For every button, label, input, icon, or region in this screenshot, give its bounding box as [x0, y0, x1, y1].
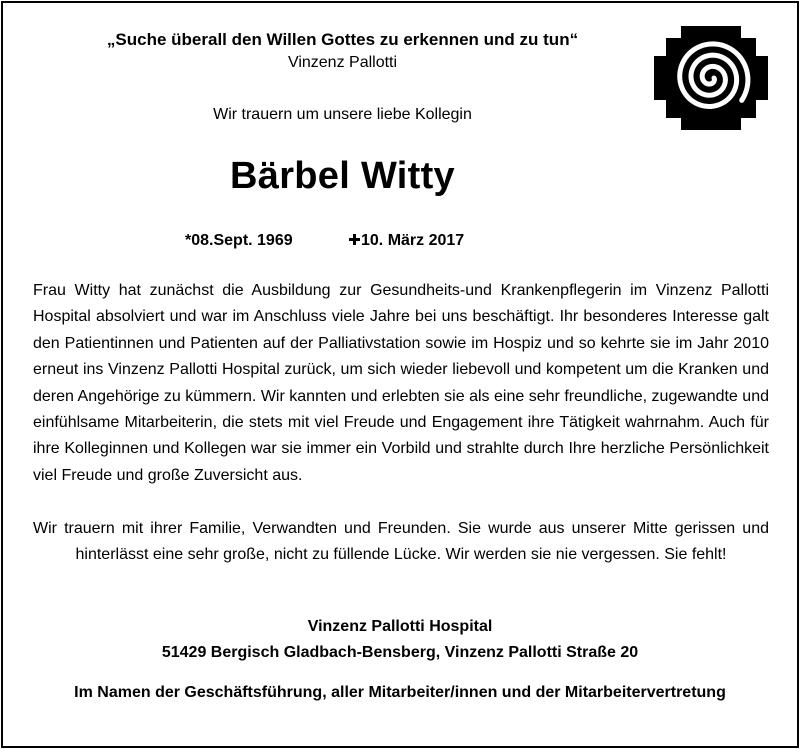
- pallotti-cross-spiral-icon: [654, 26, 768, 130]
- body-paragraph-1: Frau Witty hat zunächst die Ausbildung zur Gesundheits-und Krankenpflegerin im Vinzenz Pallotti Hospital absolviert und war im Anschluss viele Jahre bei uns beschäftigt. Ihr besonderes Interesse galt den Patientinnen und Patienten auf der Palliativstation sowie im Hospiz und so kehrte sie im Jahr 2010 erneut ins Vinzenz Pallotti Hospital zurück, um sich wieder liebevoll und kompetent um die Kranken und deren Angehörige zu kümmern. Wir kannten und erlebten sie als eine sehr freundliche, zugewandte und einfühlsame Mitarbeiterin, die stets mit viel Freude und Engagement ihre Tätigkeit wahrnahm. Auch für ihre Kolleginnen und Kollegen war sie immer ein Vorbild und strahlte durch Ihre herzliche Persönlichkeit viel Freude und große Zuversicht aus.: [33, 282, 769, 484]
- intro-text: Wir trauern um unsere liebe Kollegin: [213, 106, 472, 123]
- death-date-row: [349, 232, 464, 250]
- cross-icon: [349, 234, 360, 245]
- motto-quote: „Suche überall den Willen Gottes zu erkennen und zu tun“: [106, 30, 579, 49]
- deceased-name: Bärbel Witty: [230, 155, 455, 197]
- institution-address: 51429 Bergisch Gladbach-Bensberg, Vinzenz Pallotti Straße 20: [161, 644, 639, 661]
- institution-name: Vinzenz Pallotti Hospital: [307, 618, 493, 635]
- birth-date: *08.Sept. 1969: [185, 232, 293, 249]
- on-behalf-line: Im Namen der Geschäftsführung, aller Mitarbeiter/innen und der Mitarbeitervertretung: [74, 684, 726, 701]
- motto-author: Vinzenz Pallotti: [287, 54, 398, 71]
- signature-block: [30, 614, 770, 666]
- death-date: 10. März 2017: [361, 232, 465, 249]
- body-paragraph-2: Wir trauern mit ihrer Familie, Verwandten und Freunden. Sie wurde aus unserer Mitte gerissen und hinterlässt eine sehr große, nicht zu füllende Lücke. Wir werden sie nie vergessen. Sie fehlt!: [33, 520, 769, 564]
